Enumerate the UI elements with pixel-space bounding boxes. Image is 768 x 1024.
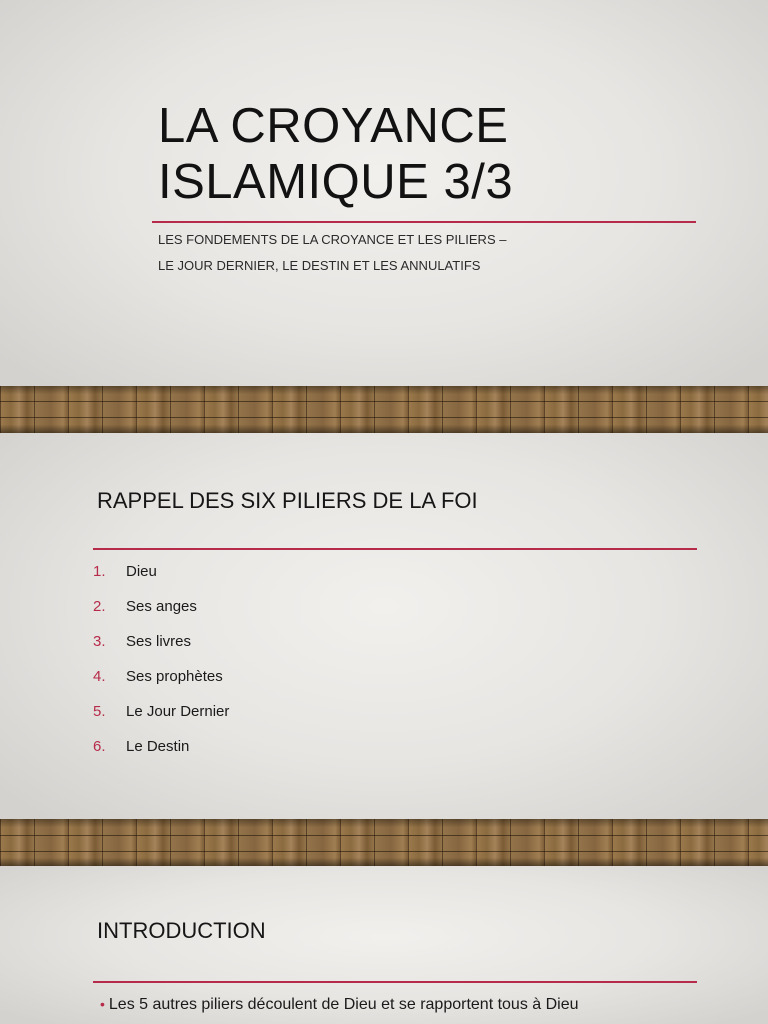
list-item-text: Ses prophètes: [126, 668, 223, 685]
list-item-number: 4.: [93, 668, 106, 685]
list-item-text: Ses livres: [126, 633, 192, 650]
wood-floor-divider: [0, 386, 768, 433]
intro-divider: [93, 981, 697, 983]
list-item-text: Dieu: [126, 563, 157, 580]
pillars-divider: [93, 548, 697, 550]
list-item-number: 3.: [93, 633, 106, 650]
list-item-number: 2.: [93, 598, 106, 615]
title-slide: [0, 0, 768, 386]
list-item-number: 1.: [93, 563, 106, 580]
slide-title-line-2: ISLAMIQUE 3/3: [158, 155, 514, 209]
list-item-number: 5.: [93, 703, 106, 720]
slide-title: [158, 98, 513, 210]
title-divider: [152, 221, 696, 223]
intro-bullet-text: Les 5 autres piliers découlent de Dieu et se rapportent tous à Dieu: [108, 996, 579, 1013]
bullet-icon: •: [100, 996, 105, 1012]
wood-floor-divider: [0, 819, 768, 866]
intro-bullet: [100, 996, 579, 1014]
list-item-text: Ses anges: [126, 598, 197, 615]
subtitle-line-1: LES FONDEMENTS DE LA CROYANCE ET LES PILIERS –: [158, 232, 507, 247]
pillars-slide: [0, 433, 768, 819]
subtitle-line-2: LE JOUR DERNIER, LE DESTIN ET LES ANNULATIFS: [158, 258, 481, 273]
list-item-number: 6.: [93, 738, 106, 755]
pillars-heading: RAPPEL DES SIX PILIERS DE LA FOI: [97, 488, 478, 513]
intro-heading: INTRODUCTION: [97, 918, 266, 943]
slide-title-line-1: LA CROYANCE: [158, 99, 509, 153]
list-item-text: Le Jour Dernier: [126, 703, 230, 720]
list-item-text: Le Destin: [126, 738, 190, 755]
